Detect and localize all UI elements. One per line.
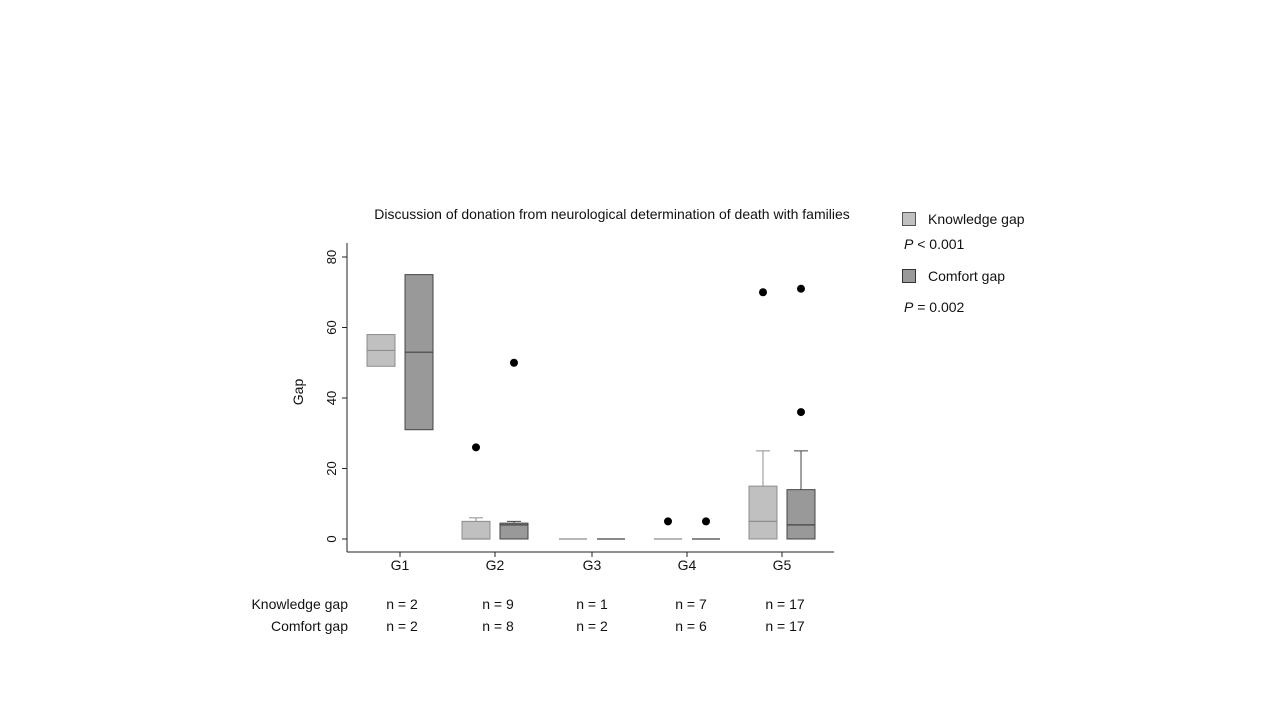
legend-swatch-knowledge <box>902 212 916 226</box>
outlier-point <box>702 517 710 525</box>
y-tick-label: 80 <box>324 249 339 265</box>
legend-label-comfort: Comfort gap <box>928 268 1006 284</box>
x-tick-label: G3 <box>582 557 602 573</box>
p-text: = 0.002 <box>917 299 965 315</box>
count-cell: n = 1 <box>576 596 608 612</box>
chart-title: Discussion of donation from neurological determination of death with families <box>374 206 850 222</box>
counts-row-comfort <box>0 618 1280 636</box>
x-tick-label: G4 <box>677 557 697 573</box>
p-text: < 0.001 <box>917 236 965 252</box>
counts-row-label: Comfort gap <box>270 618 348 634</box>
count-cell: n = 17 <box>765 596 805 612</box>
y-tick-label: 40 <box>324 390 339 406</box>
outlier-point <box>759 288 767 296</box>
y-tick-label: 0 <box>324 535 339 543</box>
legend-label-knowledge: Knowledge gap <box>928 211 1025 227</box>
y-tick-label: 20 <box>324 461 339 476</box>
legend-p-value-knowledge <box>904 236 964 252</box>
count-cell: n = 6 <box>675 618 707 634</box>
x-tick-label: G5 <box>772 557 792 573</box>
outlier-point <box>664 517 672 525</box>
count-cell: n = 2 <box>576 618 608 634</box>
box <box>500 523 528 539</box>
p-symbol: P <box>904 299 914 315</box>
count-cell: n = 8 <box>482 618 514 634</box>
x-tick-label: G1 <box>390 557 410 573</box>
outlier-point <box>510 359 518 367</box>
count-cell: n = 2 <box>386 596 418 612</box>
count-cell: n = 17 <box>765 618 805 634</box>
x-tick-label: G2 <box>485 557 505 573</box>
outlier-point <box>797 408 805 416</box>
legend-p-value-comfort <box>904 299 964 315</box>
counts-row-label: Knowledge gap <box>251 596 348 612</box>
count-cell: n = 2 <box>386 618 418 634</box>
counts-row-knowledge <box>0 596 1280 614</box>
outlier-point <box>797 285 805 293</box>
outlier-point <box>472 443 480 451</box>
box <box>462 521 490 539</box>
y-axis-label: Gap <box>290 378 306 406</box>
box <box>749 486 777 539</box>
count-cell: n = 9 <box>482 596 514 612</box>
count-cell: n = 7 <box>675 596 707 612</box>
box <box>787 490 815 539</box>
p-symbol: P <box>904 236 914 252</box>
y-tick-label: 60 <box>324 320 339 335</box>
chart-marks <box>367 275 815 539</box>
legend-swatch-comfort <box>902 269 916 283</box>
